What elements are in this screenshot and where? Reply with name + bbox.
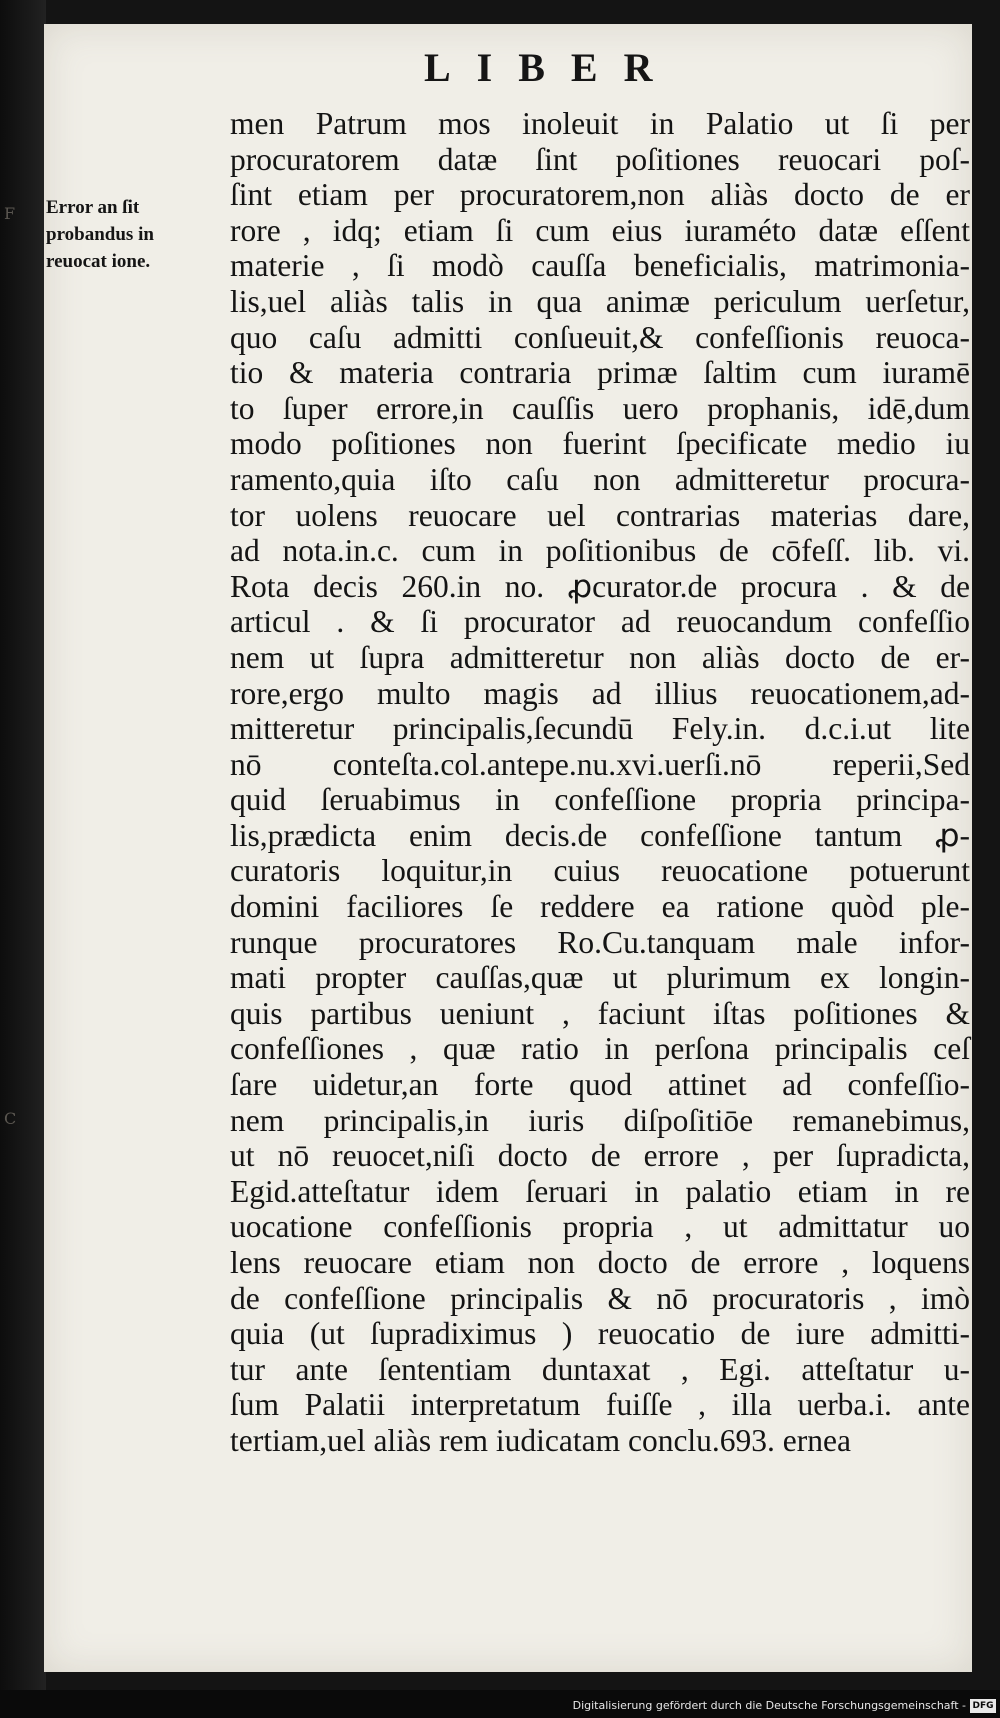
prev-leaf-fragment: C [4,1109,17,1128]
text-line: procuratorem datæ ſint poſitiones reuocari poſ- [230,141,970,177]
text-line: Egid.atteſtatur idem ſeruari in palatio etiam in re [230,1173,970,1209]
text-line: rore , idq; etiam ſi cum eius iuraméto datæ eſſent [230,212,970,248]
text-line: domini faciliores ſe reddere ea ratione quòd ple- [230,889,970,925]
text-line: uocatione confeſſionis propria , ut admittatur uo [230,1209,970,1245]
margin-note-line: probandus in [46,224,154,245]
text-line: mitteretur principalis,ſecundū Fely.in. d.c.i.ut lite [230,711,970,747]
text-line: tertiam,uel aliàs rem iudicatam conclu.693. ernea [230,1422,851,1458]
text-line: materie , ſi modò cauſſa beneficialis, matrimonia- [230,248,970,284]
text-line: tur ante ſententiam duntaxat , Egi. atteſtatur u- [230,1351,970,1387]
text-line: runque procuratores Ro.Cu.tanquam male infor- [230,924,970,960]
margin-note [46,194,214,275]
text-line: ſint etiam per procuratorem,non aliàs docto de er [230,177,970,213]
text-line: lis,prædicta enim decis.de confeſſione tantum ꝓ- [230,817,970,853]
dfg-logo-icon: DFG [970,1699,996,1713]
text-line: Rota decis 260.in no. ꝓcurator.de procura . & de [230,568,970,604]
text-line: quo caſu admitti conſueuit,& confeſſionis reuoca- [230,319,970,355]
text-line: quia (ut ſupradiximus ) reuocatio de iure admitti- [230,1316,970,1352]
text-line: ad nota.in.c. cum in poſitionibus de cōfeſſ. lib. vi. [230,533,970,569]
text-line: ſum Palatii interpretatum fuiſſe , illa uerba.i. ante [230,1387,970,1423]
previous-leaf-edge [0,0,46,1718]
text-line: tor uolens reuocare uel contrarias materias dare, [230,497,970,533]
text-line: lens reuocare etiam non docto de errore , loquens [230,1245,970,1280]
margin-note-line: reuocat ione. [46,251,151,272]
text-line: quid ſeruabimus in confeſſione propria principa- [230,782,970,818]
book-page [44,24,972,1672]
text-line: nem ut ſupra admitteretur non aliàs docto de er- [230,639,970,675]
text-line: men Patrum mos inoleuit in Palatio ut ſi per [230,106,970,141]
prev-leaf-fragment: F [4,204,16,223]
text-line: modo poſitiones non fuerint ſpecificate medio iu [230,426,970,462]
main-text-block [230,106,970,1459]
text-line: rore,ergo multo magis ad illius reuocationem,ad- [230,675,970,711]
text-line: articul . & ſi procurator ad reuocandum confeſſio [230,604,970,640]
text-line: nō conteſta.col.antepe.nu.xvi.uerſi.nō reperii,Sed [230,746,970,782]
text-line: ſare uidetur,an forte quod attinet ad confeſſio- [230,1067,970,1103]
text-line: confeſſiones , quæ ratio in perſona principalis ceſ [230,1031,970,1067]
text-line: nem principalis,in iuris diſpoſitiōe remanebimus, [230,1102,970,1138]
text-line: ramento,quia iſto caſu non admitteretur procura- [230,461,970,497]
text-line: lis,uel aliàs talis in qua animæ periculum uerſetur, [230,283,970,319]
funding-credit: Digitalisierung gefördert durch die Deutsche Forschungsgemeinschaft - [572,1699,966,1712]
text-line: ut nō reuocet,niſi docto de errore , per ſupradicta, [230,1138,970,1174]
text-line: tio & materia contraria primæ ſaltim cum iuramē [230,355,970,391]
text-line: quis partibus ueniunt , faciunt iſtas poſitiones & [230,995,970,1031]
text-line: curatoris loquitur,in cuius reuocatione potuerunt [230,853,970,889]
text-line: mati propter cauſſas,quæ ut plurimum ex longin- [230,960,970,996]
digitization-footer [0,1690,1000,1718]
text-line: de confeſſione principalis & nō procuratoris , imò [230,1280,970,1316]
running-head: LIBER [424,45,679,90]
text-line: to ſuper errore,in cauſſis uero prophanis, idē,dum [230,390,970,426]
margin-note-line: Error an ſit [46,197,140,218]
